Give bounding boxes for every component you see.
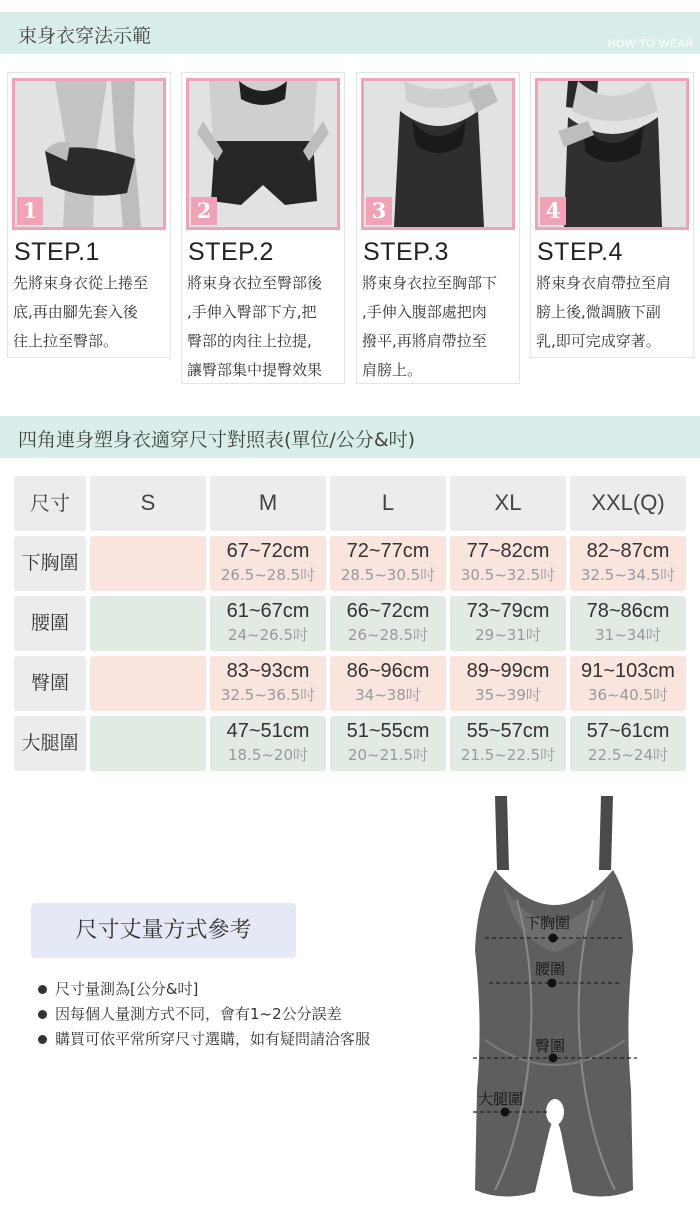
table-cell — [330, 596, 446, 651]
table-cell — [330, 656, 446, 711]
step-3-line: ,手伸入腹部處把肉 — [362, 303, 487, 321]
table-row-label: 臀圍 — [14, 656, 86, 711]
table-header-cell: L — [330, 476, 446, 531]
inch-value: 36~40.5吋 — [587, 686, 669, 704]
step-card-3 — [356, 72, 520, 384]
table-cell — [210, 536, 326, 591]
inch-value: 31~34吋 — [595, 626, 661, 644]
table-cell — [570, 716, 686, 771]
cm-value: 47~51cm — [226, 720, 310, 742]
step-card-1 — [7, 72, 171, 358]
step-3-photo — [361, 78, 515, 230]
step-3-number: 3 — [366, 197, 392, 225]
step-3-line: 撥平,再將肩帶拉至 — [362, 332, 487, 350]
step-card-2 — [181, 72, 345, 384]
step-2-line: 讓臀部集中提臀效果 — [187, 361, 323, 379]
cm-value: 73~79cm — [466, 600, 550, 622]
step-3-line: 將束身衣拉至胸部下 — [362, 274, 498, 292]
step-card-4 — [530, 72, 694, 358]
inch-value: 21.5~22.5吋 — [460, 746, 556, 764]
inch-value: 34~38吋 — [355, 686, 421, 704]
table-cell — [450, 536, 566, 591]
table-cell — [210, 656, 326, 711]
how-to-wear-subtitle: HOW TO WEAR — [607, 38, 694, 50]
cm-value: 61~67cm — [226, 600, 310, 622]
table-cell — [90, 656, 206, 711]
cm-value: 78~86cm — [586, 600, 670, 622]
step-4-line: 將束身衣肩帶拉至肩 — [536, 274, 672, 292]
step-3-line: 肩膀上。 — [362, 361, 423, 379]
step-1-photo — [12, 78, 166, 230]
cm-value: 91~103cm — [581, 660, 675, 682]
inch-value: 20~21.5吋 — [347, 746, 429, 764]
step-2-number: 2 — [191, 197, 217, 225]
table-header-cell: XL — [450, 476, 566, 531]
step-1-line: 先將束身衣從上捲至 — [13, 274, 149, 292]
step-4-photo — [535, 78, 689, 230]
how-to-wear-banner — [0, 12, 700, 54]
inch-value: 32.5~36.5吋 — [220, 686, 316, 704]
cm-value: 57~61cm — [586, 720, 670, 742]
step-2-photo — [186, 78, 340, 230]
table-cell — [210, 596, 326, 651]
note-text: 因每個人量測方式不同，會有1~2公分誤差 — [55, 1005, 342, 1023]
cm-value: 86~96cm — [346, 660, 430, 682]
inch-value: 18.5~20吋 — [227, 746, 309, 764]
cm-value: 83~93cm — [226, 660, 310, 682]
note-text: 購買可依平常所穿尺寸選購，如有疑問請洽客服 — [55, 1030, 371, 1048]
table-header-cell: 尺寸 — [14, 476, 86, 531]
bullet-icon — [38, 1035, 47, 1044]
step-2-line: 臀部的肉往上拉提, — [187, 332, 312, 350]
inch-value: 22.5~24吋 — [587, 746, 669, 764]
cm-value: 66~72cm — [346, 600, 430, 622]
inch-value: 32.5~34.5吋 — [580, 566, 676, 584]
inch-value: 35~39吋 — [475, 686, 541, 704]
step-4-label: STEP.4 — [537, 238, 623, 266]
size-chart-title: 四角連身塑身衣適穿尺寸對照表(單位/公分&吋) — [18, 429, 416, 451]
table-cell — [450, 716, 566, 771]
note-item — [38, 1002, 370, 1027]
table-header-cell: M — [210, 476, 326, 531]
table-header-cell: XXL(Q) — [570, 476, 686, 531]
inch-value: 26.5~28.5吋 — [220, 566, 316, 584]
inch-value: 26~28.5吋 — [347, 626, 429, 644]
thigh-label: 大腿圍 — [478, 1090, 524, 1108]
step-4-description — [536, 269, 694, 356]
table-row-label: 腰圍 — [14, 596, 86, 651]
table-cell — [90, 596, 206, 651]
table-cell — [450, 656, 566, 711]
step-2-label: STEP.2 — [188, 238, 274, 266]
cm-value: 82~87cm — [586, 540, 670, 562]
size-chart-banner — [0, 416, 700, 458]
note-item — [38, 977, 370, 1002]
table-cell — [570, 536, 686, 591]
measurement-guide-title: 尺寸丈量方式參考 — [31, 903, 296, 958]
step-1-description — [13, 269, 171, 356]
bullet-icon — [38, 985, 47, 994]
table-row-label: 下胸圍 — [14, 536, 86, 591]
note-text: 尺寸量測為[公分&吋] — [55, 980, 199, 998]
bullet-icon — [38, 1010, 47, 1019]
bodysuit-figure — [455, 790, 655, 1200]
table-cell — [330, 716, 446, 771]
cm-value: 77~82cm — [466, 540, 550, 562]
underbust-label: 下胸圍 — [525, 914, 571, 932]
measurement-notes — [38, 977, 370, 1052]
table-header-cell: S — [90, 476, 206, 531]
waist-label: 腰圍 — [535, 960, 566, 978]
step-3-label: STEP.3 — [363, 238, 449, 266]
table-cell — [210, 716, 326, 771]
step-4-number: 4 — [540, 197, 566, 225]
table-cell — [450, 596, 566, 651]
table-cell — [330, 536, 446, 591]
cm-value: 72~77cm — [346, 540, 430, 562]
step-1-label: STEP.1 — [14, 238, 100, 266]
step-4-line: 膀上後,微調腋下副 — [536, 303, 661, 321]
table-cell — [570, 656, 686, 711]
step-3-description — [362, 269, 520, 385]
step-2-description — [187, 269, 345, 385]
table-cell — [90, 716, 206, 771]
inch-value: 28.5~30.5吋 — [340, 566, 436, 584]
note-item — [38, 1027, 370, 1052]
step-1-line: 底,再由腳先套入後 — [13, 303, 138, 321]
inch-value: 30.5~32.5吋 — [460, 566, 556, 584]
cm-value: 67~72cm — [226, 540, 310, 562]
how-to-wear-title: 束身衣穿法示範 — [18, 25, 152, 47]
cm-value: 51~55cm — [346, 720, 430, 742]
bodysuit-illustration — [455, 790, 655, 1200]
step-2-line: 將束身衣拉至臀部後 — [187, 274, 323, 292]
step-4-line: 乳,即可完成穿著。 — [536, 332, 661, 350]
table-row-label: 大腿圍 — [14, 716, 86, 771]
cm-value: 55~57cm — [466, 720, 550, 742]
cm-value: 89~99cm — [466, 660, 550, 682]
table-cell — [90, 536, 206, 591]
step-1-number: 1 — [17, 197, 43, 225]
step-1-line: 往上拉至臀部。 — [13, 332, 119, 350]
inch-value: 29~31吋 — [475, 626, 541, 644]
hip-label: 臀圍 — [535, 1037, 566, 1055]
inch-value: 24~26.5吋 — [227, 626, 309, 644]
step-2-line: ,手伸入臀部下方,把 — [187, 303, 317, 321]
table-cell — [570, 596, 686, 651]
